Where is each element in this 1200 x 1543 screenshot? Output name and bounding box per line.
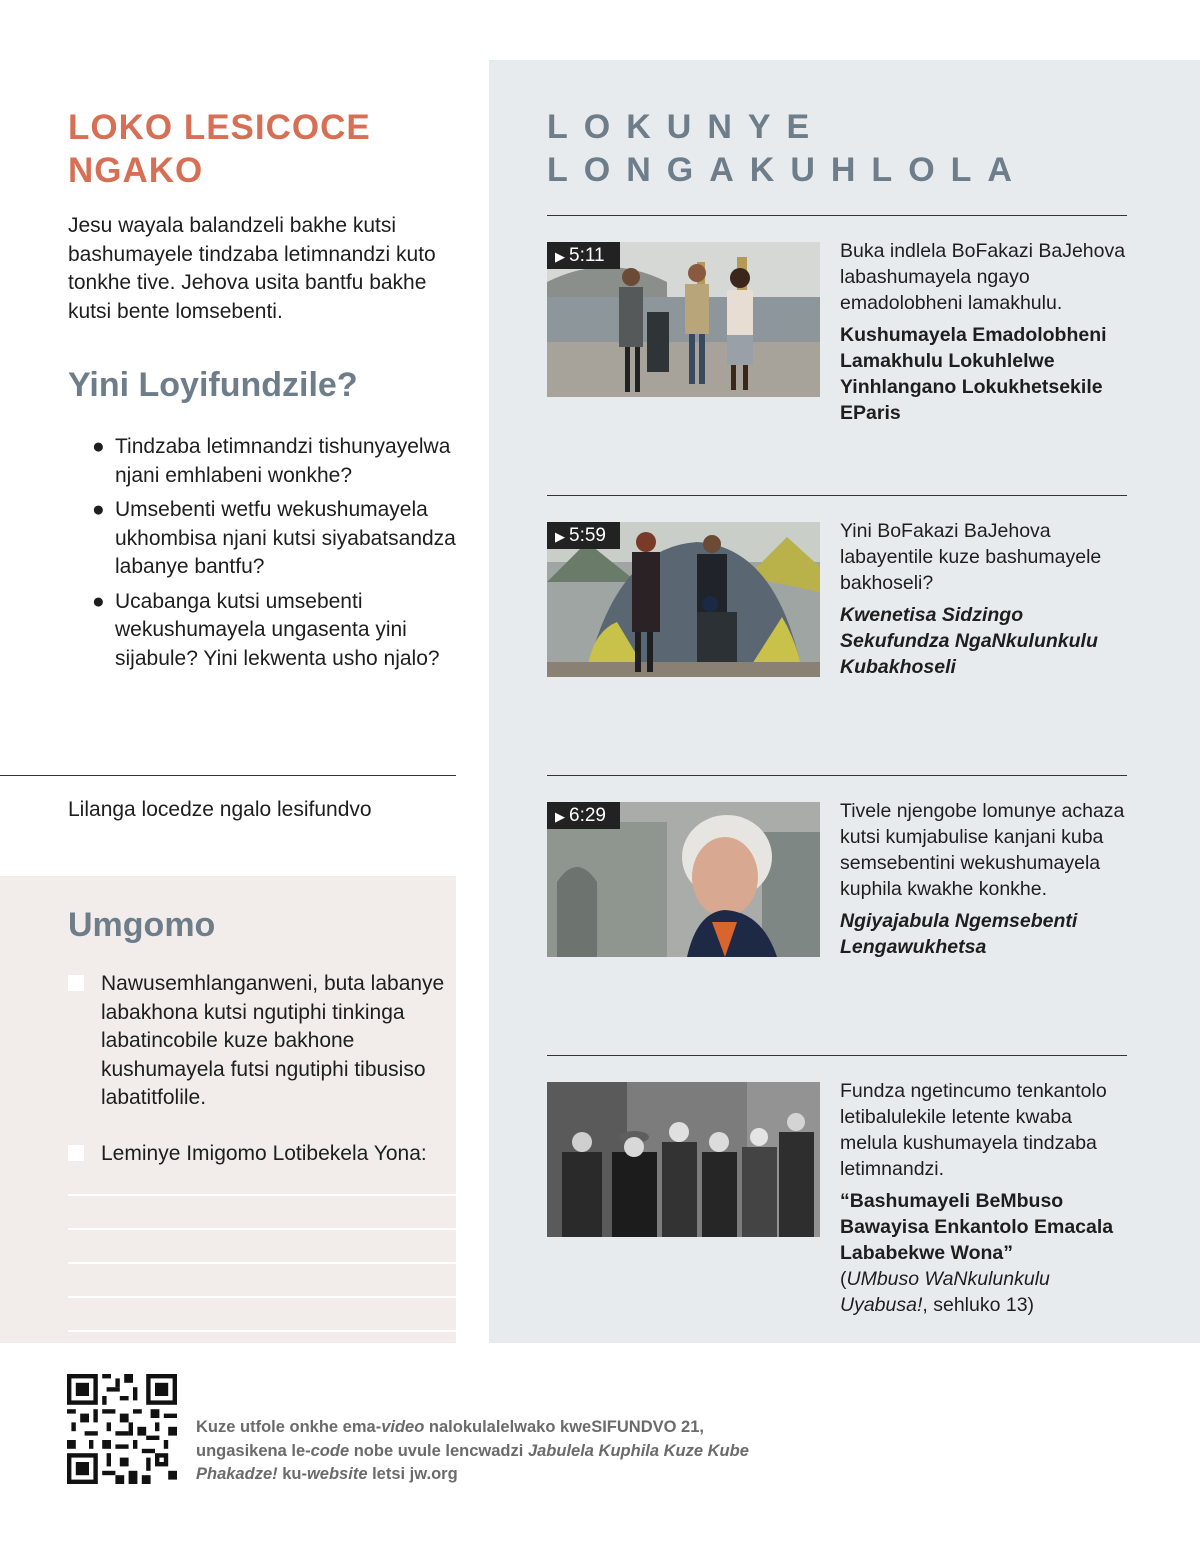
summary-text: Jesu wayala balandzeli bakhe kutsi bashumayele tindzaba letimnandzi kuto tonkhe tive. Jehova usita bantfu bakhe kutsi bente lomsebenti. <box>68 214 436 323</box>
bullet-icon: ● <box>92 589 105 613</box>
more-to-explore-title <box>547 106 1028 192</box>
divider <box>547 495 1127 496</box>
duration-text: 5:59 <box>569 525 606 546</box>
duration-text: 5:11 <box>569 245 605 266</box>
footer-text: Kuze utfole onkhe ema- <box>196 1418 382 1436</box>
play-icon: ▶ <box>555 529 565 544</box>
video-description: Yini BoFakazi BaJehova labayentile kuze bashumayele bakhoseli? <box>840 520 1102 594</box>
bullet-icon: ● <box>92 498 105 521</box>
video-description: Tivele njengobe lomunye achaza kutsi kumjabulise kanjani kuba semsebentini wekushumayela kuphila kwakhe konkhe. <box>840 800 1125 900</box>
video-title-link[interactable]: Ngiyajabula Ngemsebenti Lengawukhetsa <box>840 910 1078 958</box>
source-book-title[interactable]: UMbuso WaNkulunkulu Uyabusa! <box>840 1268 1050 1316</box>
footer-text: nalokulalelwako kweSIFUNDVO 21, ungasikena le- <box>196 1418 704 1460</box>
duration-text: 6:29 <box>569 805 606 826</box>
divider <box>547 1055 1127 1056</box>
video-entry <box>840 238 1130 426</box>
review-question <box>92 433 457 490</box>
courthouse-group-photo <box>547 1082 820 1237</box>
write-line[interactable] <box>68 1296 456 1298</box>
goal-item-text: Leminye Imigomo Lotibekela Yona: <box>101 1142 427 1165</box>
historical-photo-thumbnail[interactable] <box>547 1082 820 1237</box>
reading-title-link[interactable]: “Bashumayeli BeMbuso Bawayisa Enkantolo Emacala Lababekwe Wona” <box>840 1190 1114 1264</box>
goal-item <box>68 970 453 1113</box>
video-title-link[interactable]: Kushumayela Emadolobheni Lamakhulu Lokuhlelwe Yinhlangano Lokukhetsekile EParis <box>840 324 1107 424</box>
play-icon: ▶ <box>555 249 565 264</box>
checkbox[interactable] <box>68 1145 84 1161</box>
bullet-icon: ● <box>92 435 105 458</box>
review-title: Yini Loyifundzile? <box>68 366 358 404</box>
footer-text: nobe uvule lencwadzi <box>349 1441 528 1460</box>
more-title-line-2: LONGAKUHLOLA <box>547 151 1028 189</box>
write-line[interactable] <box>68 1330 456 1332</box>
video-title-link[interactable]: Kwenetisa Sidzingo Sekufundza NgaNkulunkulu Kubakhoseli <box>840 604 1098 678</box>
more-title-line-1: LOKUNYE <box>547 108 826 146</box>
video-entry <box>840 518 1130 680</box>
divider <box>0 775 456 776</box>
goal-item <box>68 1140 453 1169</box>
video-thumbnail-elderly-pioneer[interactable] <box>547 802 820 957</box>
video-entry <box>840 798 1130 960</box>
qr-code-icon[interactable] <box>67 1374 177 1484</box>
summary-title <box>68 106 448 192</box>
footer-text: code <box>310 1441 350 1460</box>
divider <box>547 215 1127 216</box>
footer-website-text[interactable]: letsi jw.org <box>367 1465 458 1483</box>
write-line[interactable] <box>68 1194 456 1196</box>
reading-source <box>840 1266 1130 1318</box>
duration-badge <box>547 522 620 549</box>
play-icon: ▶ <box>555 809 565 824</box>
reading-entry <box>840 1078 1130 1318</box>
footer-book-title: Jabulela Kuphila Kuze Kube Phakadze! <box>196 1441 749 1483</box>
video-description: Buka indlela BoFakazi BaJehova labashumayela ngayo emadolobheni lamakhulu. <box>840 240 1126 314</box>
review-question <box>92 496 457 582</box>
source-open-paren: ( <box>840 1268 847 1290</box>
review-question-list <box>92 433 457 679</box>
footer-text: ku- <box>277 1465 307 1483</box>
review-question-text: Ucabanga kutsi umsebenti wekushumayela ungasenta yini sijabule? Yini lekwenta usho njalo? <box>115 589 440 670</box>
review-question-text: Tindzaba letimnandzi tishunyayelwa njani emhlabeni wonkhe? <box>115 435 451 487</box>
goal-title: Umgomo <box>68 906 216 944</box>
write-line[interactable] <box>68 1228 456 1230</box>
goal-item-text: Nawusemhlanganweni, buta labanye labakhona kutsi ngutiphi tinkinga labatincobile kuze bakhone kushumayela futsi ngutiphi tibusiso labatitfolile. <box>101 972 445 1109</box>
video-thumbnail-paris[interactable] <box>547 242 820 397</box>
duration-badge <box>547 802 620 829</box>
reading-description: Fundza ngetincumo tenkantolo letibalulekile letente kwaba melula kushumayela tindzaba letimnandzi. <box>840 1080 1107 1180</box>
duration-badge <box>547 242 620 269</box>
source-chapter: , sehluko 13) <box>922 1294 1035 1316</box>
footer-text: website <box>306 1465 368 1483</box>
review-question <box>92 588 457 674</box>
footer-text: video <box>381 1418 425 1436</box>
completion-date-label: Lilanga locedze ngalo lesifundvo <box>68 798 372 821</box>
summary-title-line-1: LOKO LESICOCE <box>68 108 371 147</box>
video-thumbnail-refugees[interactable] <box>547 522 820 677</box>
write-line[interactable] <box>68 1262 456 1264</box>
checkbox[interactable] <box>68 975 84 991</box>
footer-note <box>196 1416 756 1487</box>
review-question-text: Umsebenti wetfu wekushumayela ukhombisa njani kutsi siyabatsandza labanye bantfu? <box>115 498 456 578</box>
summary-title-line-2: NGAKO <box>68 151 204 190</box>
divider <box>547 775 1127 776</box>
